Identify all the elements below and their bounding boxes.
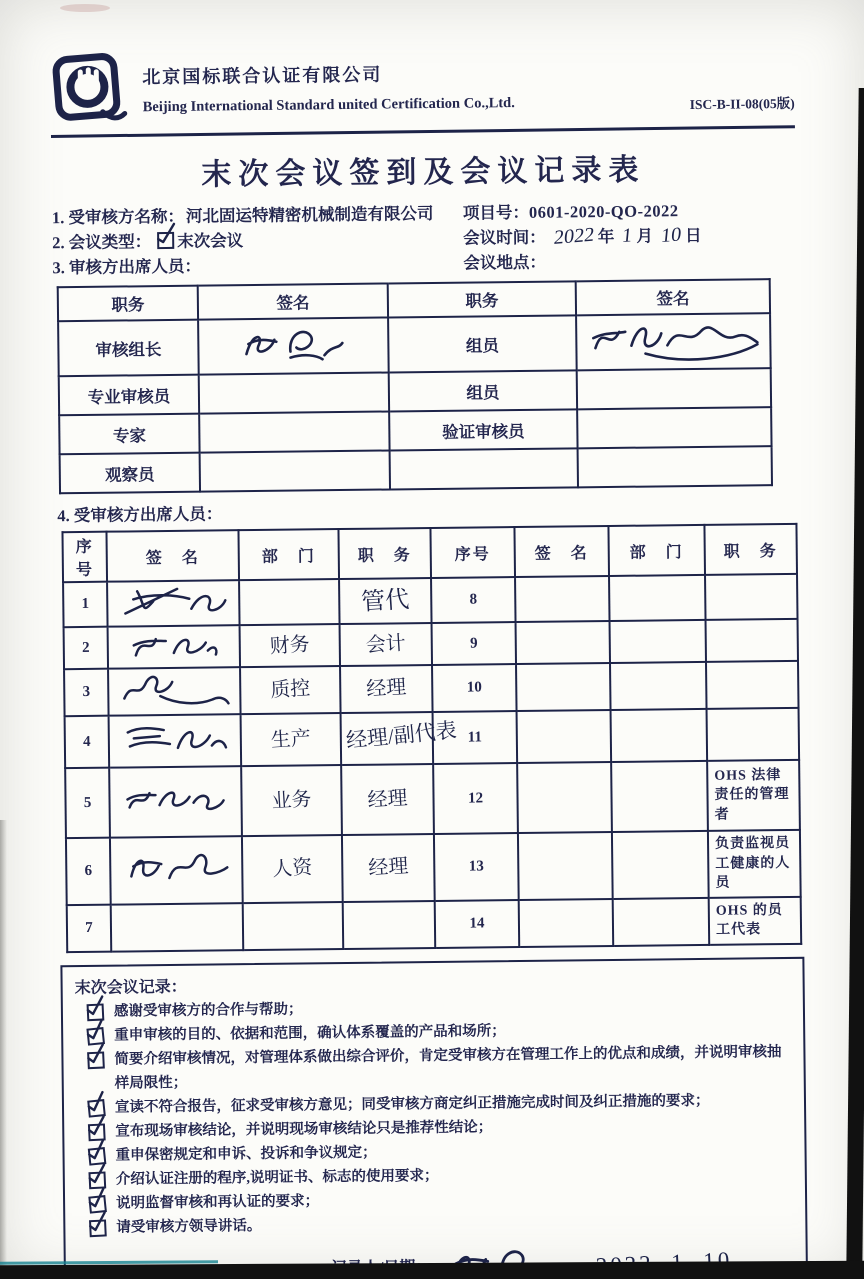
record-item-text: 宣读不符合报告，征求受审核方意见；同受审核方商定纠正措施完成时间及纠正措施的要求； <box>114 1092 710 1116</box>
attendee-title-cell <box>706 619 798 662</box>
role-observer: 观察员 <box>60 453 200 494</box>
attendee-title-cell <box>340 665 433 713</box>
col-no: 序号 <box>430 527 515 578</box>
row-no: 7 <box>67 904 112 952</box>
attendee-dept-cell <box>240 666 341 714</box>
attendee-signature-cell <box>518 832 613 900</box>
checkbox-checked-icon <box>87 1051 105 1069</box>
attendee-dept-cell <box>611 709 708 762</box>
signature-attendee-6 <box>121 847 231 888</box>
table-row <box>67 897 801 953</box>
meeting-info-left <box>52 201 460 281</box>
auditee-attendees-section-label: 4. 受审核方出席人员： <box>57 504 223 526</box>
project-no-line <box>463 197 796 226</box>
col-sign-right: 签名 <box>576 279 770 315</box>
checkbox-checked-icon <box>89 1219 107 1237</box>
attendee-title-cell <box>706 661 799 709</box>
row-no: 8 <box>431 577 516 623</box>
table-row <box>66 830 801 905</box>
checkbox-checked-icon <box>86 1027 105 1046</box>
attendee-dept-cell <box>240 624 340 667</box>
page-title: 末次会议签到及会议记录表 <box>201 153 646 192</box>
col-no: 序号 <box>62 532 107 582</box>
attendee-dept-cell <box>610 620 706 663</box>
row-no: 3 <box>64 669 109 716</box>
certifier-brand <box>142 57 690 116</box>
signature-attendee-1 <box>117 582 229 619</box>
attendee-title-cell <box>343 901 436 949</box>
meeting-place-label: 会议地点： <box>463 252 547 273</box>
dept-handwritten: 业务 <box>270 787 313 813</box>
record-item-text: 重申保密规定和申诉、投诉和争议规定； <box>115 1144 377 1164</box>
col-role-right: 职务 <box>388 281 576 317</box>
dept-handwritten: 财务 <box>269 632 311 658</box>
meeting-time-day-handwritten: 10 <box>659 223 683 248</box>
record-item-text: 介绍认证注册的程序,说明证书、标志的使用要求； <box>115 1167 439 1188</box>
row-no: 10 <box>432 664 517 712</box>
attendee-title-cell <box>705 574 798 620</box>
attendee-dept-cell <box>611 761 708 832</box>
attendee-signature-cell <box>517 710 612 763</box>
col-department: 部 门 <box>238 529 339 580</box>
title-handwritten: 经理 <box>365 676 407 701</box>
empty-signature-cell <box>577 368 771 409</box>
attendee-title-cell <box>342 834 435 902</box>
record-item-text: 请受审核方领导讲话。 <box>116 1217 262 1236</box>
attendee-dept-cell <box>239 579 340 625</box>
checkbox-checked-icon <box>87 1099 106 1118</box>
project-no-label: 项目号： <box>462 202 529 223</box>
month-unit: 月 <box>636 226 654 246</box>
title-handwritten: 管代 <box>360 586 411 616</box>
audit-team-section-label <box>52 251 459 281</box>
attendee-title-cell: OHS 法律责任的管理者 <box>707 760 800 831</box>
role-expert: 专家 <box>59 414 199 455</box>
row-no: 14 <box>435 900 520 948</box>
meeting-type-label: 2. 会议类型： <box>52 232 152 253</box>
day-unit: 日 <box>684 225 702 246</box>
role-verification-auditor: 验证审核员 <box>389 409 577 450</box>
attendee-dept-cell <box>613 898 710 946</box>
col-position: 职 务 <box>704 524 797 575</box>
meeting-time-month-handwritten: 1 <box>621 224 634 248</box>
row-no: 1 <box>63 582 108 627</box>
title-handwritten: 经理 <box>366 786 409 812</box>
col-position: 职 务 <box>338 528 431 579</box>
attendee-signature-cell <box>519 899 614 947</box>
auditee-name-label: 1. 受审核方名称： <box>51 206 185 228</box>
audit-team-label-text: 3. 审核方出席人员： <box>52 256 202 278</box>
dept-handwritten: 质控 <box>269 677 311 702</box>
row-no: 13 <box>434 833 519 901</box>
document-header <box>50 40 795 130</box>
empty-role-cell <box>390 448 578 489</box>
attendee-dept-cell <box>241 713 342 766</box>
form-code: ISC-B-II-08(05版) <box>689 95 795 113</box>
attendee-signature-cell <box>107 580 240 626</box>
attendee-dept-cell <box>612 831 709 899</box>
table-row <box>64 661 798 716</box>
meeting-time-label: 会议时间： <box>463 227 546 248</box>
scan-smudge <box>60 4 110 12</box>
year-unit: 年 <box>597 226 615 247</box>
certifier-logo-icon <box>50 49 129 130</box>
checkbox-checked-icon <box>87 1003 105 1021</box>
title-handwritten-spill: 经理/副代表 <box>344 717 458 753</box>
attendee-title-cell <box>707 708 800 761</box>
meeting-info <box>52 197 797 280</box>
attendee-dept-cell <box>241 765 342 836</box>
empty-signature-cell <box>200 450 390 491</box>
auditee-name-value: 河北固运特精密机械制造有限公司 <box>185 203 434 226</box>
attendee-title-cell <box>341 712 458 765</box>
checkbox-checked-icon <box>88 1171 106 1189</box>
project-no-value: 0601-2020-QO-2022 <box>528 201 679 222</box>
table-row <box>60 446 772 493</box>
row-no: 5 <box>65 768 110 838</box>
col-sign-left: 签名 <box>198 283 388 319</box>
meeting-info-right <box>459 197 797 276</box>
empty-signature-cell <box>199 411 389 452</box>
meeting-record-title: 末次会议记录： <box>74 978 187 998</box>
attendee-signature-cell <box>515 576 610 622</box>
meeting-type-checkbox-checked-icon <box>157 232 174 249</box>
title-handwritten: 会计 <box>365 631 407 657</box>
attendee-signature-cell <box>516 663 611 711</box>
record-item-text: 感谢受审核方的合作与帮助； <box>113 1001 303 1020</box>
row-no: 12 <box>433 763 518 834</box>
company-name-en: Beijing International Standard united Certification Co.,Ltd. <box>142 95 515 116</box>
col-department: 部 门 <box>608 525 705 576</box>
attendee-signature-cell <box>517 762 612 833</box>
attendee-dept-cell <box>243 902 344 950</box>
record-item-text: 简要介绍审核情况，对管理体系做出综合评价，肯定受审核方在管理工作上的优点和成绩，并说明审核抽样局限性； <box>114 1044 782 1092</box>
role-member-1: 组员 <box>388 315 577 372</box>
attendee-signature-cell <box>108 625 240 668</box>
attendee-signature-cell <box>516 621 610 664</box>
meeting-time-line <box>463 222 796 251</box>
attendee-signature-cell <box>109 714 242 767</box>
signature-attendee-3 <box>116 669 232 708</box>
attendee-signature-cell <box>108 667 241 715</box>
attendees-header-row <box>62 524 797 582</box>
role-member-2: 组员 <box>389 370 577 411</box>
record-item-text: 宣布现场审核结论，并说明现场审核结论只是推荐性结论； <box>115 1119 493 1140</box>
auditee-attendees-table <box>61 523 802 953</box>
checkbox-checked-icon <box>88 1123 106 1141</box>
attendee-signature-cell <box>111 903 244 952</box>
empty-signature-cell <box>199 372 389 413</box>
record-checklist-item <box>85 1040 789 1096</box>
dept-handwritten: 人资 <box>271 856 313 881</box>
table-row <box>65 708 800 768</box>
role-specialist-auditor: 专业审核员 <box>59 375 199 416</box>
attendee-signature-cell <box>109 766 242 837</box>
checkbox-checked-icon <box>88 1195 107 1214</box>
empty-signature-cell <box>577 407 771 448</box>
signature-attendee-5 <box>123 782 227 817</box>
attendee-dept-cell <box>609 575 706 621</box>
checkbox-checked-icon <box>88 1147 107 1166</box>
attendee-title-cell <box>340 623 432 666</box>
row-no: 6 <box>66 838 111 905</box>
table-row <box>58 313 771 376</box>
empty-signature-cell <box>578 446 772 487</box>
meeting-place-line <box>463 247 796 276</box>
company-name-cn: 北京国标联合认证有限公司 <box>142 64 383 88</box>
meeting-time-year-handwritten: 2022 <box>552 223 596 249</box>
dept-handwritten: 生产 <box>270 726 312 752</box>
signature-member <box>585 316 761 362</box>
meeting-type-value: 末次会议 <box>177 231 244 251</box>
signature-attendee-2 <box>126 628 222 661</box>
row-no: 4 <box>65 716 110 768</box>
signature-attendee-4 <box>120 721 230 756</box>
scan-left-edge <box>0 820 7 1279</box>
table-row <box>65 760 800 838</box>
attendee-title-cell: 负责监视员工健康的人员 <box>708 830 801 898</box>
role-audit-leader: 审核组长 <box>58 320 199 377</box>
row-no: 11 <box>433 711 518 764</box>
signature-audit-leader <box>234 323 352 364</box>
title-handwritten: 经理 <box>367 855 409 880</box>
record-item-text: 重申审核的目的、依据和范围，确认体系覆盖的产品和场所； <box>114 1023 506 1044</box>
attendee-dept-cell <box>242 835 343 903</box>
audit-team-table <box>57 278 773 494</box>
leader-signature-cell <box>198 317 389 374</box>
record-item-text: 说明监督审核和再认证的要求； <box>116 1193 320 1212</box>
col-signature: 签 名 <box>106 530 239 581</box>
col-role-left: 职务 <box>58 286 198 322</box>
attendee-signature-cell <box>110 836 243 904</box>
attendee-title-cell <box>339 578 432 624</box>
member-signature-cell <box>576 313 771 370</box>
col-signature: 签 名 <box>514 526 609 577</box>
attendee-dept-cell <box>610 662 707 710</box>
row-no: 9 <box>432 622 516 665</box>
attendee-title-cell <box>341 764 434 835</box>
meeting-record-box <box>60 957 808 1279</box>
auditee-name-line <box>52 201 459 231</box>
attendee-title-cell: OHS 的员工代表 <box>709 897 802 945</box>
row-no: 2 <box>64 627 108 669</box>
